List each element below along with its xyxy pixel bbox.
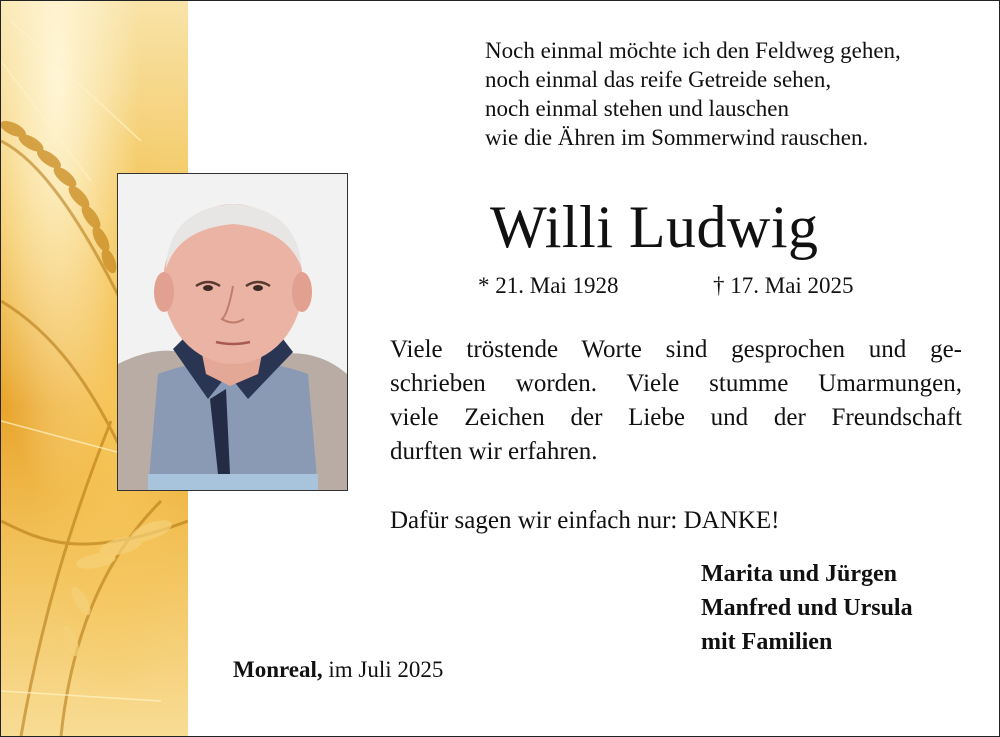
signer-line: Marita und Jürgen	[701, 561, 898, 587]
poem-line: noch einmal das reife Getreide sehen,	[485, 67, 832, 92]
signer-line: Manfred und Ursula	[701, 595, 913, 621]
message-line: Viele tröstende Worte sind gesprochen und ge-	[390, 336, 962, 363]
place-date	[233, 655, 443, 685]
poem-line: Noch einmal möchte ich den Feldweg gehen,	[485, 38, 901, 63]
portrait-photo	[117, 173, 348, 491]
thank-you-message	[390, 333, 962, 469]
signer-line: mit Familien	[701, 629, 833, 655]
poem-line: noch einmal stehen und lauschen	[485, 96, 790, 121]
date: im Juli 2025	[328, 657, 444, 682]
place: Monreal,	[233, 657, 323, 682]
message-line: schrieben worden. Viele stumme Umarmungen,	[390, 370, 962, 397]
thanks-line: Dafür sagen wir einfach nur: DANKE!	[390, 507, 780, 534]
message-line: durften wir erfahren.	[390, 438, 598, 465]
poem	[485, 36, 901, 152]
signers	[701, 557, 913, 659]
deceased-name: Willi Ludwig	[490, 194, 819, 260]
birth-date: * 21. Mai 1928	[478, 273, 619, 298]
poem-line: wie die Ähren im Sommerwind rauschen.	[485, 125, 869, 150]
death-date: † 17. Mai 2025	[713, 273, 854, 298]
message-line: viele Zeichen der Liebe und der Freundschaft	[390, 404, 962, 431]
